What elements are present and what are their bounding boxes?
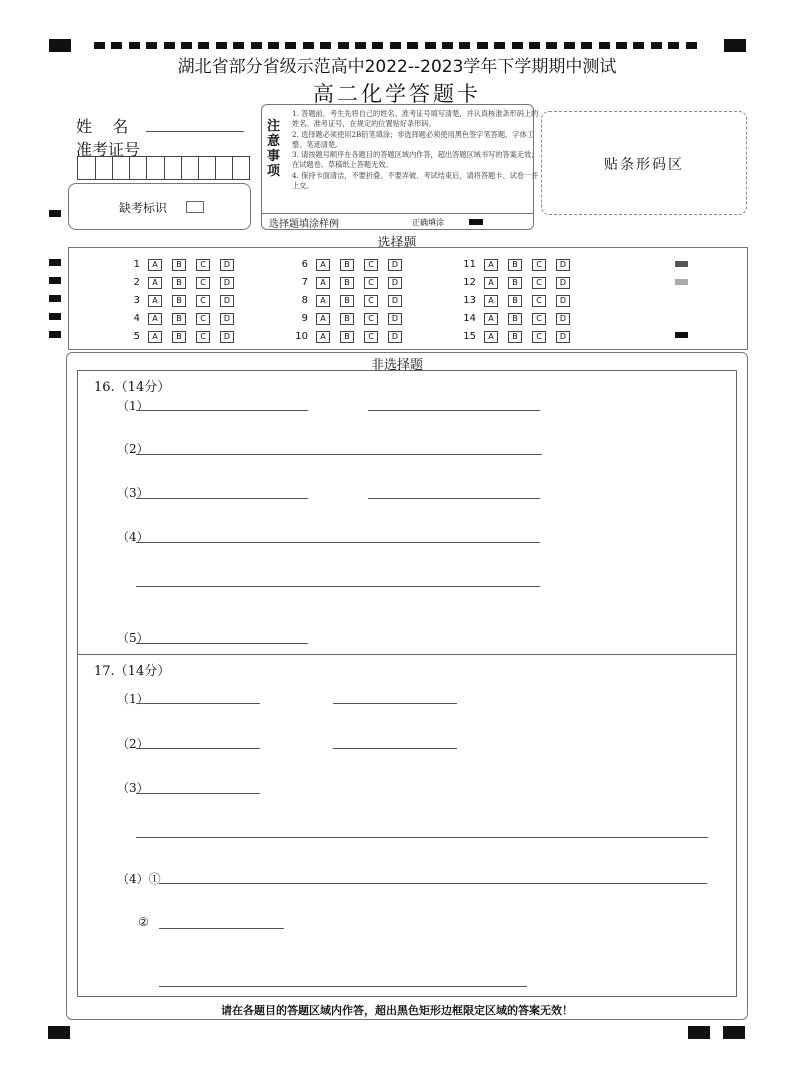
choice-row	[126, 277, 246, 289]
option-bubble-a[interactable]: A	[316, 313, 330, 325]
q16-part-label: （2）	[117, 442, 149, 456]
timing-mark	[338, 42, 349, 49]
timing-mark	[512, 42, 523, 49]
choice-row	[462, 295, 582, 307]
question-number: 10	[295, 331, 308, 342]
answer-line[interactable]	[159, 986, 527, 987]
option-bubble-d[interactable]: D	[388, 295, 402, 307]
question-number: 12	[463, 277, 476, 288]
choice-row	[294, 259, 414, 271]
choice-row	[462, 259, 582, 271]
id-cell-divider	[232, 157, 233, 179]
option-bubble-a[interactable]: A	[484, 331, 498, 343]
timing-mark	[181, 42, 192, 49]
choice-row	[462, 331, 582, 343]
option-bubble-a[interactable]: A	[316, 259, 330, 271]
timing-mark	[616, 42, 627, 49]
timing-mark	[494, 42, 505, 49]
timing-mark	[320, 42, 331, 49]
timing-mark	[94, 42, 105, 49]
nonchoice-section-title: 非选择题	[370, 358, 423, 373]
option-bubble-b[interactable]: B	[340, 277, 354, 289]
option-bubble-c[interactable]: C	[364, 259, 378, 271]
answer-line[interactable]	[333, 703, 457, 704]
option-bubble-a[interactable]: A	[148, 277, 162, 289]
correct-fill-label: 正确填涂	[412, 218, 444, 227]
timing-mark	[303, 42, 314, 49]
choice-row	[126, 313, 246, 325]
question-number: 11	[463, 259, 476, 270]
timing-mark	[49, 331, 61, 338]
question-number: 2	[133, 277, 140, 288]
timing-mark	[285, 42, 296, 49]
answer-line[interactable]	[136, 454, 542, 455]
choice-row	[294, 331, 414, 343]
option-bubble-d[interactable]: D	[556, 295, 570, 307]
option-bubble-a[interactable]: A	[148, 295, 162, 307]
timing-mark	[372, 42, 383, 49]
option-bubble-b[interactable]: B	[340, 295, 354, 307]
option-bubble-c[interactable]: C	[196, 295, 210, 307]
option-bubble-a[interactable]: A	[484, 259, 498, 271]
option-bubble-d[interactable]: D	[220, 295, 234, 307]
timing-mark	[49, 259, 61, 266]
timing-mark	[49, 210, 61, 217]
light-mark	[675, 279, 688, 285]
option-bubble-a[interactable]: A	[148, 259, 162, 271]
choice-row	[126, 259, 246, 271]
answer-line[interactable]	[333, 748, 457, 749]
option-bubble-a[interactable]: A	[316, 295, 330, 307]
option-bubble-b[interactable]: B	[508, 331, 522, 343]
option-bubble-b[interactable]: B	[172, 295, 186, 307]
timing-mark	[688, 1026, 710, 1039]
timing-mark	[668, 42, 679, 49]
q16-title: 16.（14分）	[94, 380, 171, 395]
timing-mark	[251, 42, 262, 49]
timing-mark	[198, 42, 209, 49]
option-bubble-c[interactable]: C	[364, 295, 378, 307]
grey-mark	[675, 261, 688, 267]
timing-mark	[723, 1026, 745, 1039]
timing-mark	[146, 42, 157, 49]
option-bubble-c[interactable]: C	[196, 331, 210, 343]
option-bubble-a[interactable]: A	[484, 313, 498, 325]
option-bubble-d[interactable]: D	[220, 313, 234, 325]
answer-line[interactable]	[136, 410, 308, 411]
choice-row	[462, 277, 582, 289]
question-number: 14	[463, 313, 476, 324]
absent-checkbox[interactable]	[186, 201, 204, 213]
option-bubble-d[interactable]: D	[220, 331, 234, 343]
notice-item: 1. 答题前，考生先将自己的姓名、准考证号填写清楚，并认真核准条形码上的姓名、准考证号，在规定的位置贴好条形码。	[292, 109, 539, 129]
timing-mark	[564, 42, 575, 49]
option-bubble-b[interactable]: B	[508, 295, 522, 307]
q17-part-label: （1）	[117, 692, 149, 706]
option-bubble-c[interactable]: C	[196, 259, 210, 271]
choice-section-title: 选择题	[377, 236, 417, 251]
question-number: 5	[133, 331, 140, 342]
option-bubble-b[interactable]: B	[508, 277, 522, 289]
timing-mark	[49, 277, 61, 284]
question-number: 4	[133, 313, 140, 324]
id-cell-divider	[112, 157, 113, 179]
timing-mark	[49, 295, 61, 302]
option-bubble-d[interactable]: D	[556, 331, 570, 343]
option-bubble-b[interactable]: B	[508, 313, 522, 325]
option-bubble-b[interactable]: B	[340, 313, 354, 325]
choice-row	[294, 295, 414, 307]
timing-mark	[675, 332, 688, 338]
timing-mark	[111, 42, 122, 49]
question-number: 7	[301, 277, 308, 288]
id-cell-divider	[146, 157, 147, 179]
timing-mark	[633, 42, 644, 49]
answer-line[interactable]	[136, 703, 260, 704]
question-number: 13	[463, 295, 476, 306]
choice-row	[294, 277, 414, 289]
q16-part-label: （3）	[117, 486, 149, 500]
question-number: 15	[463, 331, 476, 342]
timing-mark	[651, 42, 662, 49]
barcode-area	[541, 111, 747, 215]
timing-mark	[49, 313, 61, 320]
option-bubble-c[interactable]: C	[364, 313, 378, 325]
timing-mark	[407, 42, 418, 49]
option-bubble-b[interactable]: B	[172, 313, 186, 325]
timing-mark	[268, 42, 279, 49]
id-cell-divider	[95, 157, 96, 179]
option-bubble-a[interactable]: A	[148, 331, 162, 343]
q16-part-label: （5）	[117, 631, 149, 645]
question-number: 6	[301, 259, 308, 270]
id-cell-divider	[215, 157, 216, 179]
answer-line[interactable]	[136, 748, 260, 749]
option-bubble-a[interactable]: A	[148, 313, 162, 325]
timing-mark	[459, 42, 470, 49]
answer-sheet-title: 高二化学答题卡	[313, 82, 481, 106]
q16-part-label: （1）	[117, 399, 149, 413]
question-number: 9	[301, 313, 308, 324]
timing-mark	[48, 1026, 70, 1039]
answer-line[interactable]	[136, 793, 260, 794]
answer-line[interactable]	[159, 928, 284, 929]
option-bubble-d[interactable]: D	[556, 259, 570, 271]
timing-mark	[164, 42, 175, 49]
timing-mark	[529, 42, 540, 49]
option-bubble-c[interactable]: C	[532, 277, 546, 289]
correct-fill-sample	[469, 219, 483, 225]
timing-mark	[49, 39, 71, 52]
q16-part-label: （4）	[117, 530, 149, 544]
answer-line[interactable]	[136, 586, 540, 587]
option-bubble-c[interactable]: C	[532, 295, 546, 307]
option-bubble-c[interactable]: C	[196, 313, 210, 325]
timing-mark	[390, 42, 401, 49]
timing-mark	[686, 42, 697, 49]
answer-line[interactable]	[136, 542, 540, 543]
option-bubble-a[interactable]: A	[484, 295, 498, 307]
q17-box	[77, 653, 737, 997]
question-number: 8	[301, 295, 308, 306]
q17-part-label: （2）	[117, 737, 149, 751]
id-cell-divider	[129, 157, 130, 179]
notice-item: 2. 选择题必须使用2B铅笔填涂；非选择题必须使用黑色签字笔答题，字体工整、笔迹清楚。	[292, 129, 534, 149]
option-bubble-d[interactable]: D	[388, 313, 402, 325]
exam-id-grid[interactable]	[77, 156, 250, 180]
footer-warning: 请在各题目的答题区域内作答，超出黑色矩形边框限定区域的答案无效！	[221, 1004, 573, 1017]
q17-part-label: （4）①	[117, 872, 161, 886]
notice-title: 注意事项	[267, 119, 281, 179]
option-bubble-b[interactable]: B	[340, 259, 354, 271]
option-bubble-c[interactable]: C	[364, 277, 378, 289]
choice-row	[294, 313, 414, 325]
option-bubble-a[interactable]: A	[484, 277, 498, 289]
option-bubble-d[interactable]: D	[220, 259, 234, 271]
notice-item: 4. 保持卡面清洁，不要折叠、不要弄破、考试结束后，请将答题卡、试卷一并上交。	[292, 170, 539, 191]
sample-label: 选择题填涂样例	[269, 219, 339, 230]
option-bubble-d[interactable]: D	[388, 259, 402, 271]
option-bubble-d[interactable]: D	[388, 331, 402, 343]
answer-line[interactable]	[368, 498, 540, 499]
name-field[interactable]	[146, 131, 244, 132]
id-cell-divider	[164, 157, 165, 179]
timing-mark	[233, 42, 244, 49]
id-cell-divider	[198, 157, 199, 179]
option-bubble-d[interactable]: D	[220, 277, 234, 289]
option-bubble-a[interactable]: A	[316, 277, 330, 289]
q17-part-label: （3）	[117, 781, 149, 795]
choice-row	[462, 313, 582, 325]
option-bubble-c[interactable]: C	[532, 331, 546, 343]
option-bubble-a[interactable]: A	[316, 331, 330, 343]
timing-mark	[442, 42, 453, 49]
timing-mark	[599, 42, 610, 49]
q16-box	[77, 370, 737, 655]
timing-mark	[546, 42, 557, 49]
answer-line[interactable]	[136, 643, 308, 644]
exam-id-label: 准考证号	[76, 140, 141, 159]
name-label: 姓 名	[76, 117, 129, 136]
option-bubble-b[interactable]: B	[172, 259, 186, 271]
barcode-label: 贴条形码区	[604, 157, 684, 173]
id-cell-divider	[181, 157, 182, 179]
answer-line[interactable]	[136, 498, 308, 499]
timing-mark	[425, 42, 436, 49]
answer-line[interactable]	[136, 837, 708, 838]
q17-part-label: ②	[138, 915, 149, 929]
question-number: 1	[133, 259, 140, 270]
notice-list	[282, 109, 542, 191]
notice-box	[261, 104, 539, 230]
absent-label: 缺考标识	[119, 201, 168, 215]
option-bubble-c[interactable]: C	[532, 313, 546, 325]
option-bubble-b[interactable]: B	[340, 331, 354, 343]
choice-row	[126, 295, 246, 307]
option-bubble-c[interactable]: C	[364, 331, 378, 343]
option-bubble-d[interactable]: D	[556, 277, 570, 289]
notice-item: 3. 请按题号顺序在各题目的答题区域内作答，超出答题区域书写的答案无效；在试题卷、草稿纸上答题无效。	[292, 150, 539, 170]
absent-box	[68, 183, 251, 230]
timing-mark	[129, 42, 140, 49]
option-bubble-b[interactable]: B	[172, 277, 186, 289]
option-bubble-c[interactable]: C	[532, 259, 546, 271]
option-bubble-b[interactable]: B	[508, 259, 522, 271]
exam-title: 湖北省部分省级示范高中2022--2023学年下学期期中测试	[177, 57, 617, 77]
answer-line[interactable]	[368, 410, 540, 411]
option-bubble-b[interactable]: B	[172, 331, 186, 343]
option-bubble-d[interactable]: D	[556, 313, 570, 325]
timing-mark	[355, 42, 366, 49]
timing-mark	[216, 42, 227, 49]
choice-row	[126, 331, 246, 343]
option-bubble-c[interactable]: C	[196, 277, 210, 289]
timing-mark	[477, 42, 488, 49]
timing-mark	[724, 39, 746, 52]
answer-line[interactable]	[159, 883, 707, 884]
q17-title: 17.（14分）	[94, 664, 171, 679]
timing-mark	[581, 42, 592, 49]
option-bubble-d[interactable]: D	[388, 277, 402, 289]
question-number: 3	[133, 295, 140, 306]
